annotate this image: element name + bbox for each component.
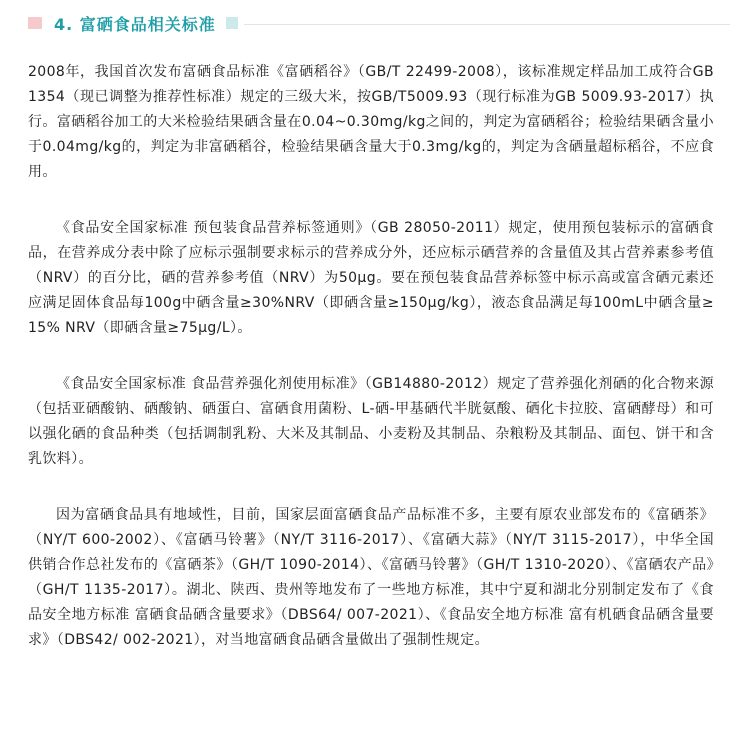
section-title: 4. 富硒食品相关标准 [54, 14, 216, 34]
title-marker-right [226, 17, 238, 29]
paragraph-selenium-rice-standard: 2008年，我国首次发布富硒食品标准《富硒稻谷》（GB/T 22499-2008），该标准规定样品加工成符合GB1354（现已调整为推荐性标准）规定的三级大米，按GB/T5009.93（现行标准为GB 5009.93-2017）执行。富硒稻谷加工的大米检验结果硒含量在0.04~0.30mg/kg之间的，判定为富硒稻谷；检验结果硒含量小于0.04mg/kg的，判定为非富硒稻谷，检验结果硒含量大于0.3mg/kg的，判定为含硒量超标稻谷，不应食用。 [28, 64, 714, 180]
paragraph-fortifier-standard: 《食品安全国家标准 食品营养强化剂使用标准》（GB14880-2012）规定了营养强化剂硒的化合物来源（包括亚硒酸钠、硒酸钠、硒蛋白、富硒食用菌粉、L-硒-甲基硒代半胱氨酸、硒化卡拉胶、富硒酵母）和可以强化硒的食品种类（包括调制乳粉、大米及其制品、小麦粉及其制品、杂粮粉及其制品、面包、饼干和含乳饮料）。 [28, 376, 714, 467]
title-divider [244, 24, 730, 25]
title-marker-left [28, 17, 42, 29]
section-header [24, 10, 730, 36]
paragraph-product-standards: 因为富硒食品具有地域性，目前，国家层面富硒食品产品标准不多，主要有原农业部发布的《富硒茶》（NY/T 600-2002）、《富硒马铃薯》（NY/T 3116-2017）、《富硒大蒜》（NY/T 3115-2017），中华全国供销合作总社发布的《富硒茶》（GH/T 1090-2014）、《富硒马铃薯》（GH/T 1310-2020）、《富硒农产品》（GH/T 1135-2017）。湖北、陕西、贵州等地发布了一些地方标准，其中宁夏和湖北分别制定发布了《食品安全地方标准 富硒食品硒含量要求》（DBS64/ 007-2021）、《食品安全地方标准 富有机硒食品硒含量要求》（DBS42/ 002-2021），对当地富硒食品硒含量做出了强制性规定。 [28, 507, 714, 648]
paragraph-nutrition-label-standard: 《食品安全国家标准 预包装食品营养标签通则》（GB 28050-2011）规定，使用预包装标示的富硒食品，在营养成分表中除了应标示强制要求标示的营养成分外，还应标示硒营养的含量值及其占营养素参考值（NRV）的百分比，硒的营养参考值（NRV）为50μg。要在预包装食品营养标签中标示高或富含硒元素还应满足固体食品每100g中硒含量≥30%NRV（即硒含量≥150μg/kg），液态食品满足每100mL中硒含量≥15% NRV（即硒含量≥75μg/L）。 [28, 220, 714, 336]
article-body [28, 60, 714, 684]
